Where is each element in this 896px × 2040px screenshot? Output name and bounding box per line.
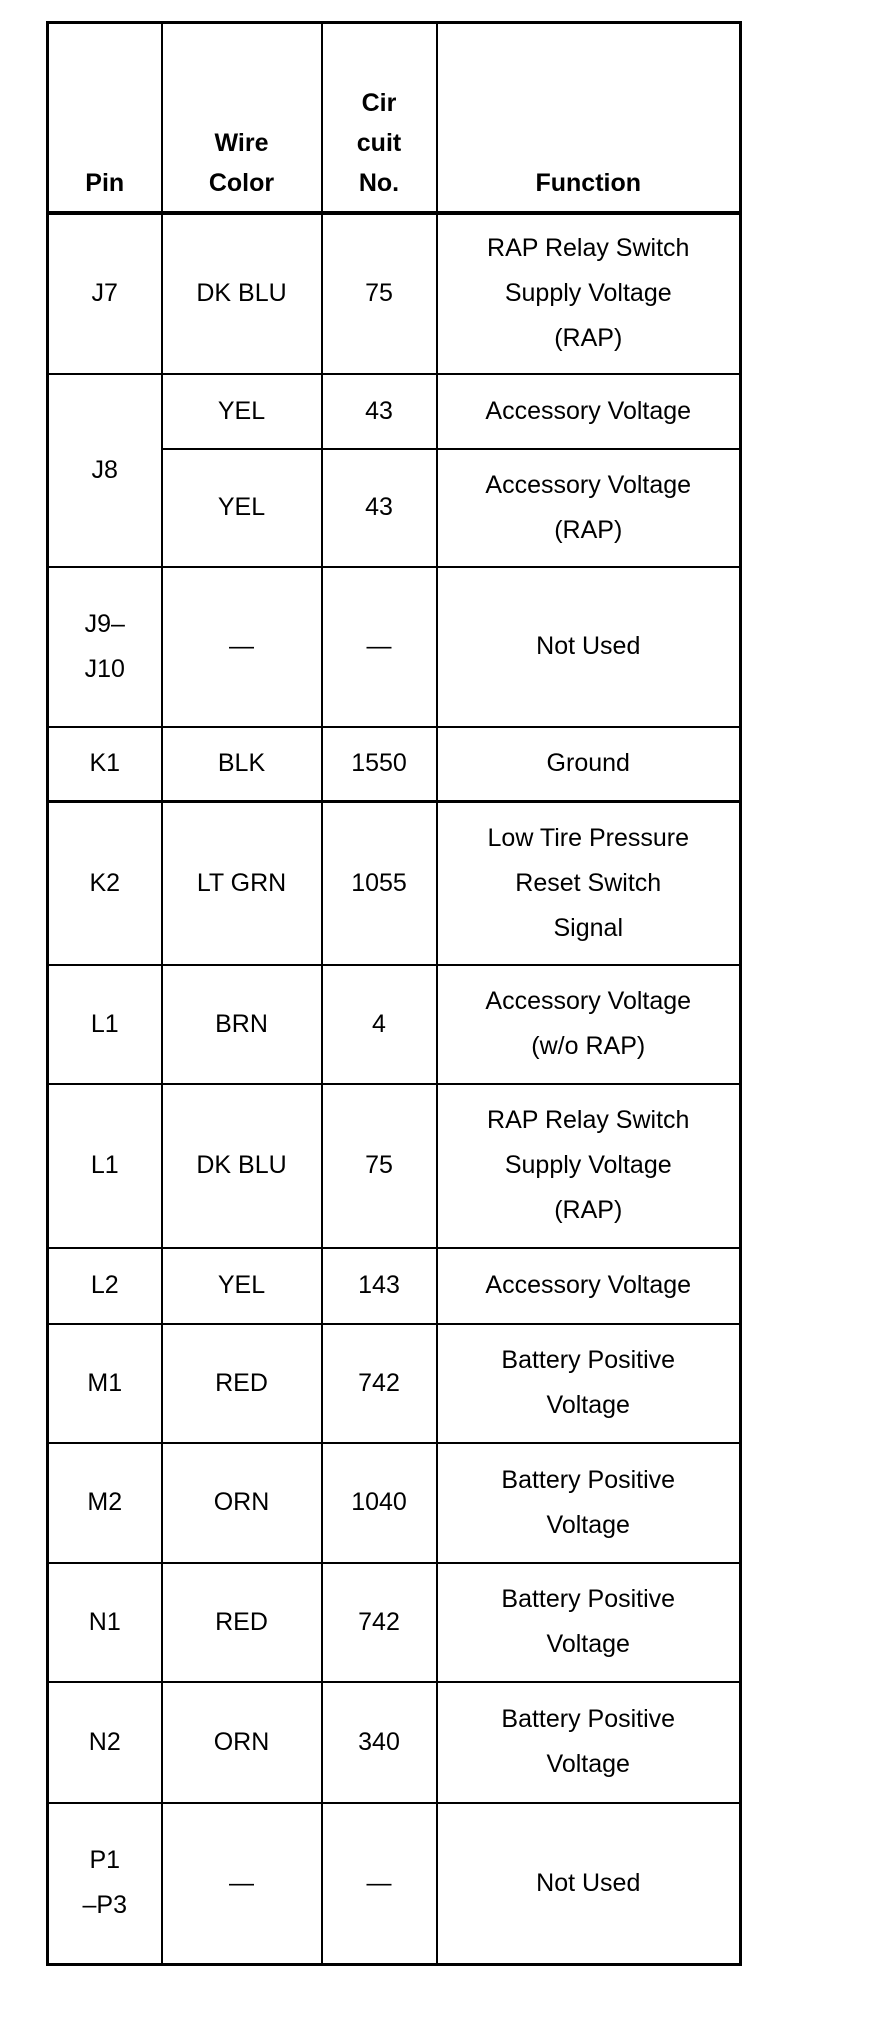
function-cell: Not Used xyxy=(437,1803,741,1965)
pin-cell: M2 xyxy=(48,1443,162,1563)
header-circuit-no: Cir cuit No. xyxy=(322,23,437,213)
wire-color-cell: ORN xyxy=(162,1682,322,1803)
wire-color-cell: BRN xyxy=(162,965,322,1084)
header-pin: Pin xyxy=(48,23,162,213)
table-body xyxy=(48,213,741,1965)
function-cell: Battery Positive Voltage xyxy=(437,1443,741,1563)
pin-cell: J8 xyxy=(48,374,162,567)
wire-color-cell: DK BLU xyxy=(162,213,322,374)
table-row xyxy=(48,213,741,374)
pin-cell: K1 xyxy=(48,727,162,802)
table-row xyxy=(48,1803,741,1965)
circuit-cell: 340 xyxy=(322,1682,437,1803)
pin-cell: P1 –P3 xyxy=(48,1803,162,1965)
function-cell: Ground xyxy=(437,727,741,802)
wire-color-cell: YEL xyxy=(162,374,322,449)
function-cell: Battery Positive Voltage xyxy=(437,1682,741,1803)
function-cell: Not Used xyxy=(437,567,741,727)
circuit-cell: — xyxy=(322,567,437,727)
pin-cell: N2 xyxy=(48,1682,162,1803)
pin-cell: J7 xyxy=(48,213,162,374)
function-cell: Accessory Voltage xyxy=(437,374,741,449)
circuit-cell: 4 xyxy=(322,965,437,1084)
function-cell: Accessory Voltage (w/o RAP) xyxy=(437,965,741,1084)
circuit-cell: 75 xyxy=(322,1084,437,1248)
table-row xyxy=(48,727,741,802)
circuit-cell: 742 xyxy=(322,1324,437,1443)
circuit-cell: 1550 xyxy=(322,727,437,802)
table-row xyxy=(48,965,741,1084)
table-header xyxy=(48,23,741,213)
table-row xyxy=(48,1563,741,1682)
pin-cell: M1 xyxy=(48,1324,162,1443)
pin-cell: L1 xyxy=(48,1084,162,1248)
header-wire-color: Wire Color xyxy=(162,23,322,213)
function-cell: Low Tire Pressure Reset Switch Signal xyxy=(437,802,741,965)
wire-color-cell: YEL xyxy=(162,1248,322,1324)
wire-color-cell: ORN xyxy=(162,1443,322,1563)
function-cell: Accessory Voltage (RAP) xyxy=(437,449,741,567)
connector-pin-table xyxy=(46,21,742,1966)
circuit-cell: 43 xyxy=(322,374,437,449)
function-cell: RAP Relay Switch Supply Voltage (RAP) xyxy=(437,1084,741,1248)
wire-color-cell: YEL xyxy=(162,449,322,567)
table-row xyxy=(48,1443,741,1563)
table-row xyxy=(48,1682,741,1803)
pin-cell: L1 xyxy=(48,965,162,1084)
function-cell: RAP Relay Switch Supply Voltage (RAP) xyxy=(437,213,741,374)
table-row xyxy=(48,567,741,727)
function-cell: Accessory Voltage xyxy=(437,1248,741,1324)
wire-color-cell: DK BLU xyxy=(162,1084,322,1248)
table-row xyxy=(48,1084,741,1248)
circuit-cell: 1055 xyxy=(322,802,437,965)
circuit-cell: 1040 xyxy=(322,1443,437,1563)
wire-color-cell: RED xyxy=(162,1563,322,1682)
circuit-cell: — xyxy=(322,1803,437,1965)
table-row xyxy=(48,1248,741,1324)
wire-color-cell: BLK xyxy=(162,727,322,802)
circuit-cell: 75 xyxy=(322,213,437,374)
wire-color-cell: — xyxy=(162,1803,322,1965)
function-cell: Battery Positive Voltage xyxy=(437,1324,741,1443)
wire-color-cell: — xyxy=(162,567,322,727)
wire-color-cell: RED xyxy=(162,1324,322,1443)
table-row xyxy=(48,374,741,449)
circuit-cell: 43 xyxy=(322,449,437,567)
pin-cell: N1 xyxy=(48,1563,162,1682)
header-function: Function xyxy=(437,23,741,213)
pin-cell: K2 xyxy=(48,802,162,965)
pin-cell: J9– J10 xyxy=(48,567,162,727)
wire-color-cell: LT GRN xyxy=(162,802,322,965)
function-cell: Battery Positive Voltage xyxy=(437,1563,741,1682)
circuit-cell: 742 xyxy=(322,1563,437,1682)
header-row xyxy=(48,23,741,213)
table-row xyxy=(48,1324,741,1443)
table-row xyxy=(48,802,741,965)
pin-cell: L2 xyxy=(48,1248,162,1324)
circuit-cell: 143 xyxy=(322,1248,437,1324)
